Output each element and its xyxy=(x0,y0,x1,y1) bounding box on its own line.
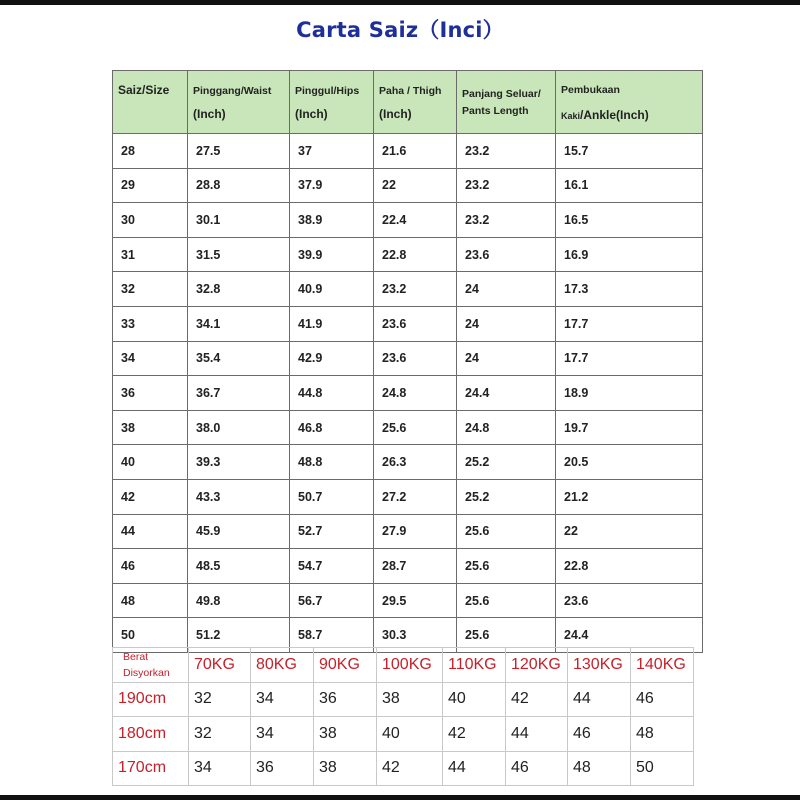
cell-size: 29 xyxy=(113,168,188,203)
cell-pants-length: 25.6 xyxy=(457,514,556,549)
cell-size: 30 xyxy=(113,203,188,238)
header-size: Saiz/Size xyxy=(113,71,188,134)
weight-header-cell: 120KG xyxy=(506,648,568,683)
cell-waist: 34.1 xyxy=(188,306,290,341)
recommended-size-cell: 46 xyxy=(568,717,631,752)
recommended-size-cell: 42 xyxy=(506,682,568,717)
cell-hips: 37 xyxy=(290,134,374,169)
cell-waist: 30.1 xyxy=(188,203,290,238)
cell-pants-length: 23.2 xyxy=(457,203,556,238)
cell-hips: 44.8 xyxy=(290,376,374,411)
weight-corner-label: Berat Disyorkan xyxy=(113,648,189,683)
cell-ankle: 17.3 xyxy=(556,272,703,307)
size-row xyxy=(113,203,703,238)
cell-pants-length: 24 xyxy=(457,341,556,376)
cell-ankle: 18.9 xyxy=(556,376,703,411)
cell-size: 46 xyxy=(113,549,188,584)
cell-pants-length: 24 xyxy=(457,272,556,307)
cell-waist: 31.5 xyxy=(188,237,290,272)
cell-hips: 52.7 xyxy=(290,514,374,549)
weight-header-cell: 80KG xyxy=(251,648,314,683)
size-row xyxy=(113,376,703,411)
weight-header-cell: 130KG xyxy=(568,648,631,683)
cell-pants-length: 24.8 xyxy=(457,410,556,445)
cell-hips: 37.9 xyxy=(290,168,374,203)
recommended-size-cell: 42 xyxy=(377,751,443,786)
cell-pants-length: 25.6 xyxy=(457,583,556,618)
recommended-size-cell: 50 xyxy=(631,751,694,786)
cell-pants-length: 24.4 xyxy=(457,376,556,411)
recommended-size-cell: 48 xyxy=(631,717,694,752)
cell-hips: 46.8 xyxy=(290,410,374,445)
cell-thigh: 29.5 xyxy=(374,583,457,618)
cell-pants-length: 24 xyxy=(457,306,556,341)
cell-ankle: 22.8 xyxy=(556,549,703,584)
top-border xyxy=(0,0,800,5)
cell-hips: 50.7 xyxy=(290,479,374,514)
height-row xyxy=(113,717,694,752)
header-pants-length: Panjang Seluar/ Pants Length xyxy=(457,71,556,134)
cell-waist: 38.0 xyxy=(188,410,290,445)
bottom-border xyxy=(0,795,800,800)
cell-ankle: 16.1 xyxy=(556,168,703,203)
cell-hips: 54.7 xyxy=(290,549,374,584)
cell-hips: 40.9 xyxy=(290,272,374,307)
cell-ankle: 21.2 xyxy=(556,479,703,514)
size-row xyxy=(113,306,703,341)
cell-thigh: 27.9 xyxy=(374,514,457,549)
header-hips: Pinggul/Hips (Inch) xyxy=(290,71,374,134)
recommended-size-cell: 38 xyxy=(314,717,377,752)
cell-pants-length: 25.2 xyxy=(457,445,556,480)
recommended-size-cell: 34 xyxy=(189,751,251,786)
cell-size: 34 xyxy=(113,341,188,376)
cell-pants-length: 25.2 xyxy=(457,479,556,514)
size-row xyxy=(113,549,703,584)
cell-thigh: 30.3 xyxy=(374,618,457,653)
cell-thigh: 26.3 xyxy=(374,445,457,480)
cell-size: 31 xyxy=(113,237,188,272)
size-row xyxy=(113,445,703,480)
cell-hips: 39.9 xyxy=(290,237,374,272)
recommended-size-cell: 38 xyxy=(377,682,443,717)
recommended-size-cell: 44 xyxy=(506,717,568,752)
cell-thigh: 28.7 xyxy=(374,549,457,584)
cell-hips: 38.9 xyxy=(290,203,374,238)
recommended-size-cell: 40 xyxy=(377,717,443,752)
cell-size: 44 xyxy=(113,514,188,549)
size-row xyxy=(113,168,703,203)
cell-waist: 51.2 xyxy=(188,618,290,653)
weight-header-cell: 90KG xyxy=(314,648,377,683)
cell-ankle: 15.7 xyxy=(556,134,703,169)
size-chart-header-row xyxy=(113,71,703,134)
recommended-size-cell: 36 xyxy=(251,751,314,786)
cell-thigh: 23.2 xyxy=(374,272,457,307)
size-row xyxy=(113,272,703,307)
cell-thigh: 27.2 xyxy=(374,479,457,514)
cell-thigh: 23.6 xyxy=(374,306,457,341)
recommended-size-cell: 44 xyxy=(443,751,506,786)
size-row xyxy=(113,479,703,514)
height-label: 180cm xyxy=(113,717,189,752)
cell-size: 48 xyxy=(113,583,188,618)
cell-pants-length: 23.6 xyxy=(457,237,556,272)
cell-hips: 56.7 xyxy=(290,583,374,618)
cell-thigh: 23.6 xyxy=(374,341,457,376)
cell-hips: 41.9 xyxy=(290,306,374,341)
cell-waist: 43.3 xyxy=(188,479,290,514)
recommended-size-cell: 38 xyxy=(314,751,377,786)
recommended-size-cell: 40 xyxy=(443,682,506,717)
weight-header-cell: 100KG xyxy=(377,648,443,683)
cell-thigh: 22.8 xyxy=(374,237,457,272)
recommended-size-cell: 46 xyxy=(506,751,568,786)
cell-waist: 35.4 xyxy=(188,341,290,376)
cell-waist: 45.9 xyxy=(188,514,290,549)
recommended-size-cell: 48 xyxy=(568,751,631,786)
cell-pants-length: 25.6 xyxy=(457,549,556,584)
size-row xyxy=(113,410,703,445)
cell-ankle: 16.9 xyxy=(556,237,703,272)
cell-waist: 28.8 xyxy=(188,168,290,203)
recommended-size-cell: 32 xyxy=(189,682,251,717)
cell-waist: 32.8 xyxy=(188,272,290,307)
cell-pants-length: 23.2 xyxy=(457,168,556,203)
recommended-size-cell: 34 xyxy=(251,717,314,752)
cell-hips: 48.8 xyxy=(290,445,374,480)
size-chart-table xyxy=(112,70,703,653)
cell-waist: 36.7 xyxy=(188,376,290,411)
cell-thigh: 21.6 xyxy=(374,134,457,169)
cell-size: 50 xyxy=(113,618,188,653)
cell-size: 32 xyxy=(113,272,188,307)
cell-size: 36 xyxy=(113,376,188,411)
recommended-size-cell: 42 xyxy=(443,717,506,752)
cell-size: 33 xyxy=(113,306,188,341)
cell-size: 40 xyxy=(113,445,188,480)
weight-guide-table xyxy=(112,647,694,786)
cell-ankle: 17.7 xyxy=(556,306,703,341)
cell-waist: 39.3 xyxy=(188,445,290,480)
height-row xyxy=(113,751,694,786)
cell-ankle: 20.5 xyxy=(556,445,703,480)
recommended-size-cell: 46 xyxy=(631,682,694,717)
header-thigh: Paha / Thigh (Inch) xyxy=(374,71,457,134)
size-row xyxy=(113,237,703,272)
cell-ankle: 17.7 xyxy=(556,341,703,376)
size-row xyxy=(113,514,703,549)
cell-ankle: 22 xyxy=(556,514,703,549)
recommended-size-cell: 44 xyxy=(568,682,631,717)
cell-pants-length: 25.6 xyxy=(457,618,556,653)
cell-size: 42 xyxy=(113,479,188,514)
size-row xyxy=(113,583,703,618)
cell-thigh: 22 xyxy=(374,168,457,203)
cell-hips: 42.9 xyxy=(290,341,374,376)
cell-ankle: 23.6 xyxy=(556,583,703,618)
cell-thigh: 24.8 xyxy=(374,376,457,411)
recommended-size-cell: 34 xyxy=(251,682,314,717)
weight-header-cell: 110KG xyxy=(443,648,506,683)
weight-header-row xyxy=(113,648,694,683)
cell-pants-length: 23.2 xyxy=(457,134,556,169)
header-ankle: Pembukaan Kaki/Ankle(Inch) xyxy=(556,71,703,134)
header-waist: Pinggang/Waist (Inch) xyxy=(188,71,290,134)
cell-waist: 48.5 xyxy=(188,549,290,584)
page-title: Carta Saiz（Inci） xyxy=(296,18,504,42)
cell-ankle: 19.7 xyxy=(556,410,703,445)
cell-waist: 49.8 xyxy=(188,583,290,618)
size-row xyxy=(113,341,703,376)
cell-ankle: 16.5 xyxy=(556,203,703,238)
cell-size: 38 xyxy=(113,410,188,445)
cell-thigh: 25.6 xyxy=(374,410,457,445)
height-row xyxy=(113,682,694,717)
cell-waist: 27.5 xyxy=(188,134,290,169)
cell-ankle: 24.4 xyxy=(556,618,703,653)
recommended-size-cell: 36 xyxy=(314,682,377,717)
size-row xyxy=(113,134,703,169)
cell-size: 28 xyxy=(113,134,188,169)
cell-thigh: 22.4 xyxy=(374,203,457,238)
height-label: 170cm xyxy=(113,751,189,786)
height-label: 190cm xyxy=(113,682,189,717)
weight-header-cell: 70KG xyxy=(189,648,251,683)
recommended-size-cell: 32 xyxy=(189,717,251,752)
cell-hips: 58.7 xyxy=(290,618,374,653)
weight-header-cell: 140KG xyxy=(631,648,694,683)
